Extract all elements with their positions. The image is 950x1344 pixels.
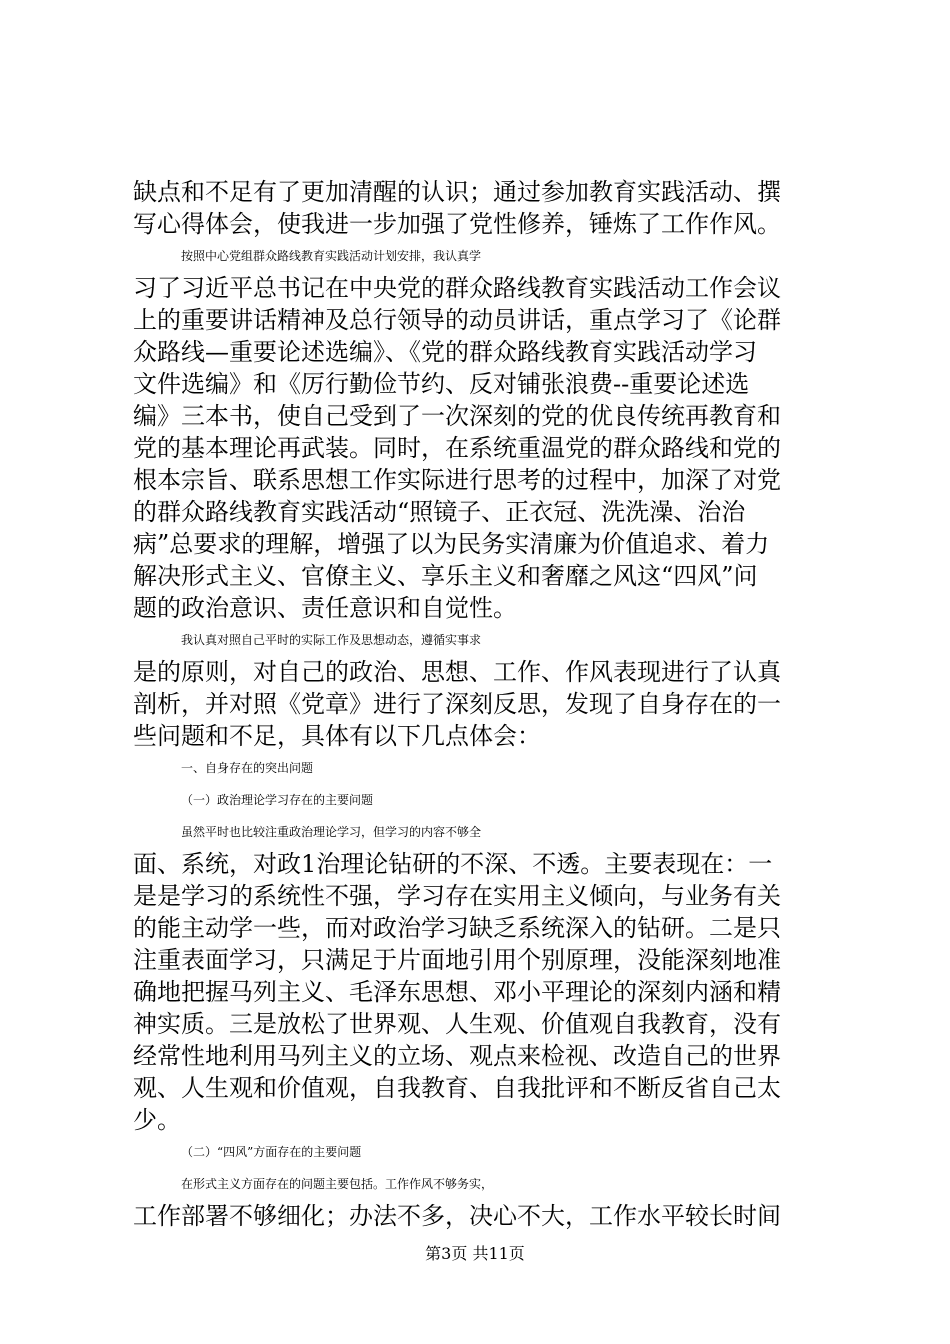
paragraph-line: 工作部署不够细化；办法不多，决心不大，工作水平较长时间 xyxy=(133,1202,781,1230)
paragraph-line: 文件选编》和《厉行勤俭节约、反对铺张浪费--重要论述选 xyxy=(133,370,750,398)
paragraph-line: 少。 xyxy=(133,1106,181,1134)
section-heading: 一、自身存在的突出问题 xyxy=(181,761,314,775)
paragraph-line: 的群众路线教育实践活动“照镜子、正衣冠、洗洗澡、治治 xyxy=(133,498,746,526)
paragraph-line: 是是学习的系统性不强，学习存在实用主义倾向，与业务有关 xyxy=(133,882,781,910)
paragraph-line: 神实质。三是放松了世界观、人生观、价值观自我教育，没有 xyxy=(133,1010,781,1038)
paragraph-line: 题的政治意识、责任意识和自觉性。 xyxy=(133,594,517,622)
paragraph-line: 众路线—重要论述选编》、《党的群众路线教育实践活动学习 xyxy=(133,338,757,366)
paragraph-line: 是的原则，对自己的政治、思想、工作、作风表现进行了认真 xyxy=(133,658,781,686)
paragraph-line: 按照中心党组群众路线教育实践活动计划安排，我认真学 xyxy=(181,249,482,263)
paragraph-line: 在形式主义方面存在的问题主要包括。工作作风不够务实， xyxy=(181,1177,494,1191)
paragraph-line: 虽然平时也比较注重政治理论学习，但学习的内容不够全 xyxy=(181,825,482,839)
paragraph-line: 习了习近平总书记在中央党的群众路线教育实践活动工作会议 xyxy=(133,274,781,302)
paragraph-line: 编》三本书，使自己受到了一次深刻的党的优良传统再教育和 xyxy=(133,402,781,430)
paragraph-line: 病”总要求的理解，增强了以为民务实清廉为价值追求、着力 xyxy=(133,530,770,558)
paragraph-line: 上的重要讲话精神及总行领导的动员讲话，重点学习了《论群 xyxy=(133,306,781,334)
subsection-heading: （二）“四风”方面存在的主要问题 xyxy=(181,1145,362,1159)
paragraph-line: 确地把握马列主义、毛泽东思想、邓小平理论的深刻内涵和精 xyxy=(133,978,781,1006)
paragraph-line: 面、系统，对政1治理论钻研的不深、不透。主要表现在：一 xyxy=(133,850,773,878)
paragraph-line: 些问题和不足，具体有以下几点体会： xyxy=(133,722,541,750)
paragraph-line: 写心得体会，使我进一步加强了党性修养，锤炼了工作作风。 xyxy=(133,210,781,238)
paragraph-line: 我认真对照自己平时的实际工作及思想动态，遵循实事求 xyxy=(181,633,482,647)
paragraph-line: 缺点和不足有了更加清醒的认识；通过参加教育实践活动、撰 xyxy=(133,178,781,206)
paragraph-line: 党的基本理论再武装。同时，在系统重温党的群众路线和党的 xyxy=(133,434,781,462)
paragraph-line: 注重表面学习，只满足于片面地引用个别原理，没能深刻地准 xyxy=(133,946,781,974)
paragraph-line: 观、人生观和价值观，自我教育、自我批评和不断反省自己太 xyxy=(133,1074,781,1102)
page-footer: 第3页 共11页 xyxy=(425,1244,525,1263)
subsection-heading: （一）政治理论学习存在的主要问题 xyxy=(181,793,374,807)
paragraph-line: 经常性地利用马列主义的立场、观点来检视、改造自己的世界 xyxy=(133,1042,781,1070)
paragraph-line: 解决形式主义、官僚主义、享乐主义和奢靡之风这“四风”问 xyxy=(133,562,758,590)
paragraph-line: 的能主动学一些，而对政治学习缺乏系统深入的钻研。二是只 xyxy=(133,914,781,942)
paragraph-line: 根本宗旨、联系思想工作实际进行思考的过程中，加深了对党 xyxy=(133,466,781,494)
paragraph-line: 剖析，并对照《党章》进行了深刻反思，发现了自身存在的一 xyxy=(133,690,781,718)
